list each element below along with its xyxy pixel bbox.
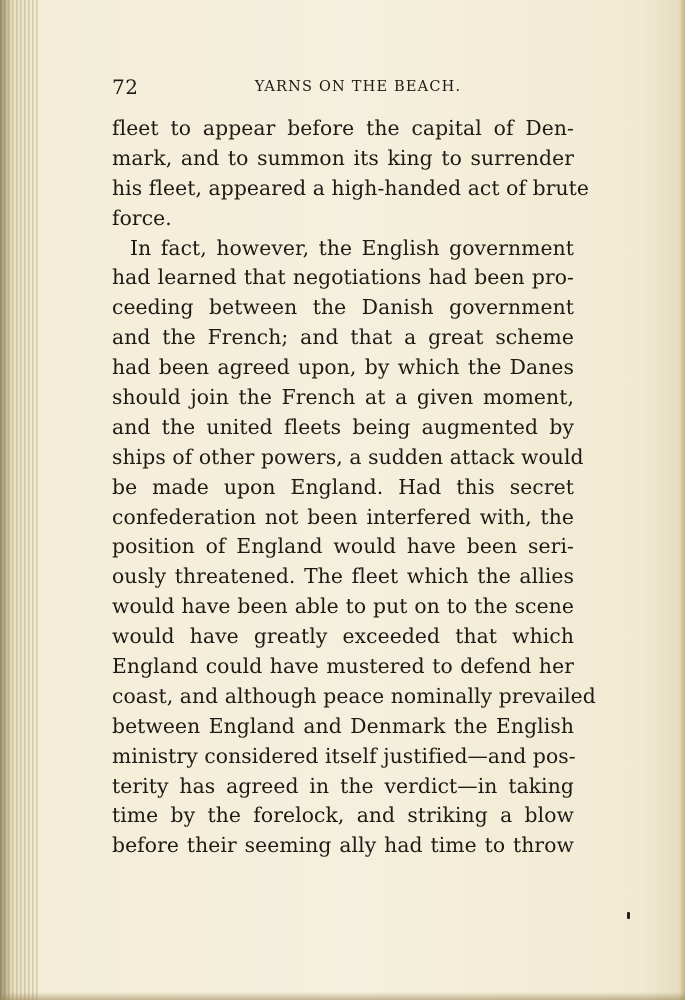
text-line: ministry considered itself justified—and pos- — [112, 743, 576, 768]
text-line: ously threatened. The fleet which the allies — [112, 564, 574, 589]
body-text — [112, 114, 596, 861]
text-line: coast, and although peace nominally prevailed — [112, 683, 596, 708]
text-line: his fleet, appeared a high-handed act of brute — [112, 175, 590, 200]
running-head: YARNS ON THE BEACH. — [254, 79, 462, 95]
text-line: fleet to appear before the capital of Den- — [112, 116, 574, 140]
text-line: confederation not been interfered with, the — [112, 504, 574, 529]
bottom-page-edge — [0, 992, 685, 1000]
text-line: and the united fleets being augmented by — [112, 414, 574, 439]
text-line: would have greatly exceeded that which — [112, 624, 574, 649]
text-line: terity has agreed in the verdict—in taking — [112, 773, 574, 798]
page-header — [112, 74, 574, 100]
text-line: England could have mustered to defend her — [112, 654, 574, 679]
page-number: 72 — [112, 75, 139, 99]
right-page-edge — [679, 0, 685, 1000]
text-line: and the French; and that a great scheme — [112, 325, 574, 350]
text-line: time by the forelock, and striking a blow — [112, 803, 574, 828]
text-line: between England and Denmark the English — [112, 713, 574, 738]
text-line: should join the French at a given moment, — [112, 385, 574, 410]
gutter-shadow — [0, 0, 12, 1000]
ink-speck — [627, 912, 630, 919]
text-line: force. — [112, 205, 172, 230]
text-line: before their seeming ally had time to throw — [112, 833, 574, 858]
text-line: ships of other powers, a sudden attack would — [112, 444, 584, 469]
text-line: In fact, however, the English government — [130, 235, 574, 260]
text-line: had learned that negotiations had been pro- — [112, 265, 574, 290]
text-line: ceeding between the Danish government — [112, 295, 574, 320]
text-line: had been agreed upon, by which the Danes — [112, 355, 574, 380]
text-line: would have been able to put on to the scene — [112, 594, 574, 619]
text-line: mark, and to summon its king to surrender — [112, 145, 574, 170]
text-line: position of England would have been seri- — [112, 534, 574, 559]
text-line: be made upon England. Had this secret — [112, 474, 574, 499]
